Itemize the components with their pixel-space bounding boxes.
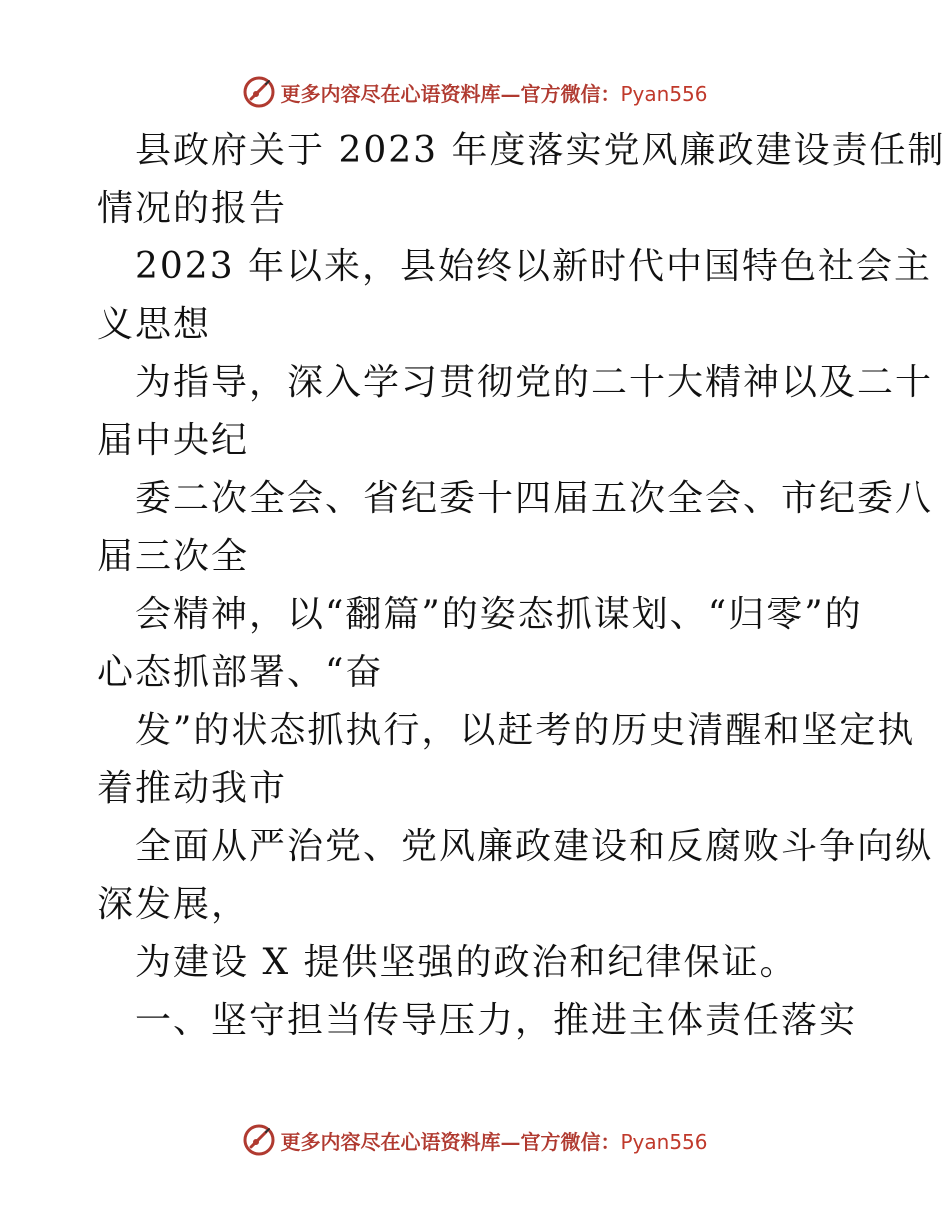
footer-watermark-id: Pyan556 <box>620 1129 708 1154</box>
brand-logo-icon <box>242 1123 276 1157</box>
paragraph-line: 义思想 <box>97 304 212 345</box>
paragraph-line: 深发展， <box>97 884 250 925</box>
paragraph-line: 届中央纪 <box>97 420 250 461</box>
paragraph-line: 为建设 X 提供坚强的政治和纪律保证。 <box>135 942 798 983</box>
paragraph-line: 心态抓部署、“奋 <box>97 652 384 693</box>
paragraph-line: 着推动我市 <box>97 768 288 809</box>
paragraph-line: 2023 年以来，县始终以新时代中国特色社会主 <box>135 246 933 287</box>
header-watermark-id: Pyan556 <box>620 81 708 106</box>
footer-watermark <box>0 1120 950 1160</box>
footer-watermark-text: 更多内容尽在心语资料库—官方微信： <box>280 1129 621 1154</box>
section-heading: 一、坚守担当传导压力，推进主体责任落实 <box>135 1000 858 1041</box>
document-body <box>97 122 946 1050</box>
paragraph-line: 全面从严治党、党风廉政建设和反腐败斗争向纵 <box>135 826 934 867</box>
paragraph-line: 会精神，以“翻篇”的姿态抓谋划、“归零”的 <box>135 594 863 635</box>
paragraph-line: 委二次全会、省纪委十四届五次全会、市纪委八 <box>135 478 934 519</box>
brand-logo-icon <box>242 75 276 109</box>
doc-title-line-1: 县政府关于 2023 年度落实党风廉政建设责任制 <box>135 130 946 171</box>
header-watermark-text: 更多内容尽在心语资料库—官方微信： <box>280 81 621 106</box>
paragraph-line: 届三次全 <box>97 536 250 577</box>
paragraph-line: 为指导，深入学习贯彻党的二十大精神以及二十 <box>135 362 934 403</box>
doc-title-line-2: 情况的报告 <box>97 188 288 229</box>
paragraph-line: 发”的状态抓执行，以赶考的历史清醒和坚定执 <box>135 710 916 751</box>
header-watermark <box>0 72 950 112</box>
